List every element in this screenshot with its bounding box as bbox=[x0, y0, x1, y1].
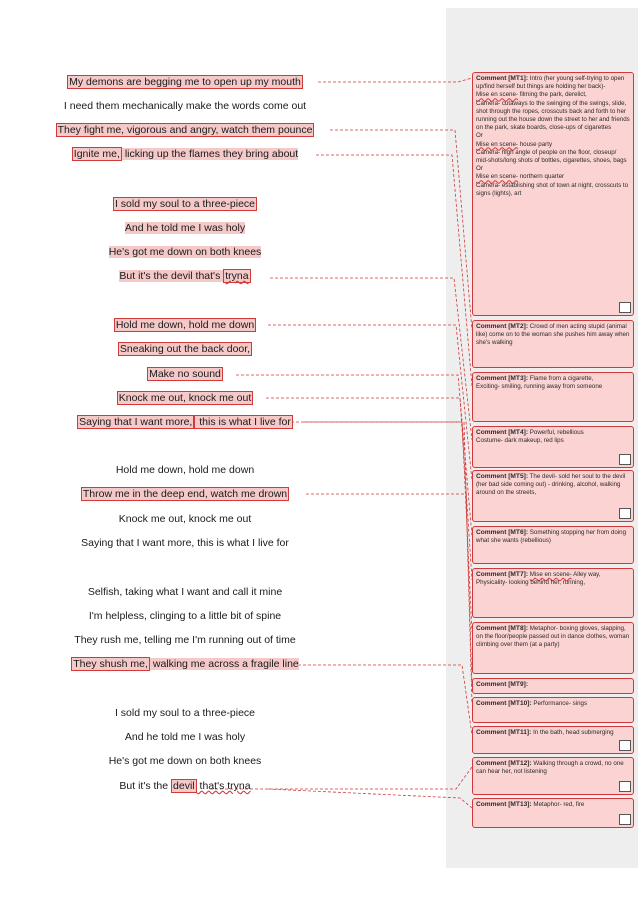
lyric-line: They shush me, walking me across a fragile line bbox=[73, 658, 299, 670]
comment-mt6[interactable]: Comment [MT6]: Something stopping her from doing what she wants (rebellious) bbox=[472, 526, 634, 564]
lyric-line: I need them mechanically make the words come out bbox=[63, 100, 307, 112]
lyric-line: Saying that I want more, this is what I live for bbox=[81, 537, 289, 549]
lyric-line: I sold my soul to a three-piece bbox=[114, 198, 256, 210]
lyric-line: He's got me down on both knees bbox=[108, 246, 262, 258]
lyric-line: He's got me down on both knees bbox=[108, 755, 262, 767]
lyric-line: I'm helpless, clinging to a little bit of spine bbox=[88, 610, 282, 622]
comment-checkbox[interactable] bbox=[619, 508, 631, 519]
lyric-line: They rush me, telling me I'm running out of time bbox=[74, 634, 296, 646]
lyric-line: Ignite me, licking up the flames they bring about bbox=[73, 148, 299, 160]
lyric-line: But it's the devil that's tryna bbox=[119, 270, 249, 282]
comment-mt13[interactable]: Comment [MT13]: Metaphor- red, fire bbox=[472, 798, 634, 828]
lyric-line: Knock me out, knock me out bbox=[118, 392, 252, 404]
lyric-line: Sneaking out the back door, bbox=[119, 343, 251, 355]
lyric-line: Saying that I want more, this is what I live for bbox=[79, 416, 291, 428]
comment-mt2[interactable]: Comment [MT2]: Crowd of men acting stupid (animal like) come on to the woman she pushes him away when she's walking bbox=[472, 320, 634, 368]
comment-mt1[interactable]: Comment [MT1]: Intro (her young self-trying to open up/find herself but things are holding her back)- Mise en scene- filming the park, derelict, Camera- cutaways to the swinging of the swings, slide, shot through the ropes, crosscuts back and forth to her running out the house down the street to her and friends on the park, skate boards, close-ups of cigarettes Or Mise en scene- house party Camera- high angle of people on the floor, closeup/ mid-shots/long shots of bottles, cigarettes, shoes, bags Or Mise en scene- northern quarter Camera- establishing shot of town at night, crosscuts to signs (lights), art bbox=[472, 72, 634, 316]
lyric-line: But it's the devil that's tryna bbox=[119, 780, 251, 792]
comment-mt4[interactable]: Comment [MT4]: Powerful, rebellious Costume- dark makeup, red lips bbox=[472, 426, 634, 468]
lyric-line: Hold me down, hold me down bbox=[115, 464, 255, 476]
comment-mt7[interactable]: Comment [MT7]: Mise en scene- Alley way, Physicality- looking behind her, running, bbox=[472, 568, 634, 618]
lyric-line: And he told me I was holy bbox=[124, 731, 246, 743]
comment-checkbox[interactable] bbox=[619, 302, 631, 313]
lyric-line: Make no sound bbox=[149, 368, 221, 380]
comment-checkbox[interactable] bbox=[619, 781, 631, 792]
comment-checkbox[interactable] bbox=[619, 814, 631, 825]
lyric-line: Knock me out, knock me out bbox=[118, 513, 252, 525]
comment-mt9[interactable]: Comment [MT9]: bbox=[472, 678, 634, 694]
lyric-line: Throw me in the deep end, watch me drown bbox=[82, 488, 288, 500]
lyric-line: They fight me, vigorous and angry, watch them pounce bbox=[57, 124, 313, 136]
comment-mt8[interactable]: Comment [MT8]: Metaphor- boxing gloves, slapping, on the floor/people passed out in dance clothes, woman climbing over them (at a party) bbox=[472, 622, 634, 674]
lyric-line: Hold me down, hold me down bbox=[115, 319, 255, 331]
comment-mt3[interactable]: Comment [MT3]: Flame from a cigarette, Exciting- smiling, running away from someone bbox=[472, 372, 634, 422]
comment-checkbox[interactable] bbox=[619, 454, 631, 465]
lyric-line: Selfish, taking what I want and call it mine bbox=[87, 586, 283, 598]
comment-mt10[interactable]: Comment [MT10]: Performance- sings bbox=[472, 697, 634, 723]
comment-mt11[interactable]: Comment [MT11]: In the bath, head submerging bbox=[472, 726, 634, 754]
lyric-line: And he told me I was holy bbox=[124, 222, 246, 234]
lyric-line: I sold my soul to a three-piece bbox=[114, 707, 256, 719]
comment-mt12[interactable]: Comment [MT12]: Walking through a crowd, no one can hear her, not listening bbox=[472, 757, 634, 795]
comment-mt5[interactable]: Comment [MT5]: The devil- sold her soul to the devil (her bad side coming out) - drinking, alcohol, walking around on the streets, bbox=[472, 470, 634, 522]
lyric-line: My demons are begging me to open up my mouth bbox=[69, 76, 301, 88]
comment-checkbox[interactable] bbox=[619, 740, 631, 751]
